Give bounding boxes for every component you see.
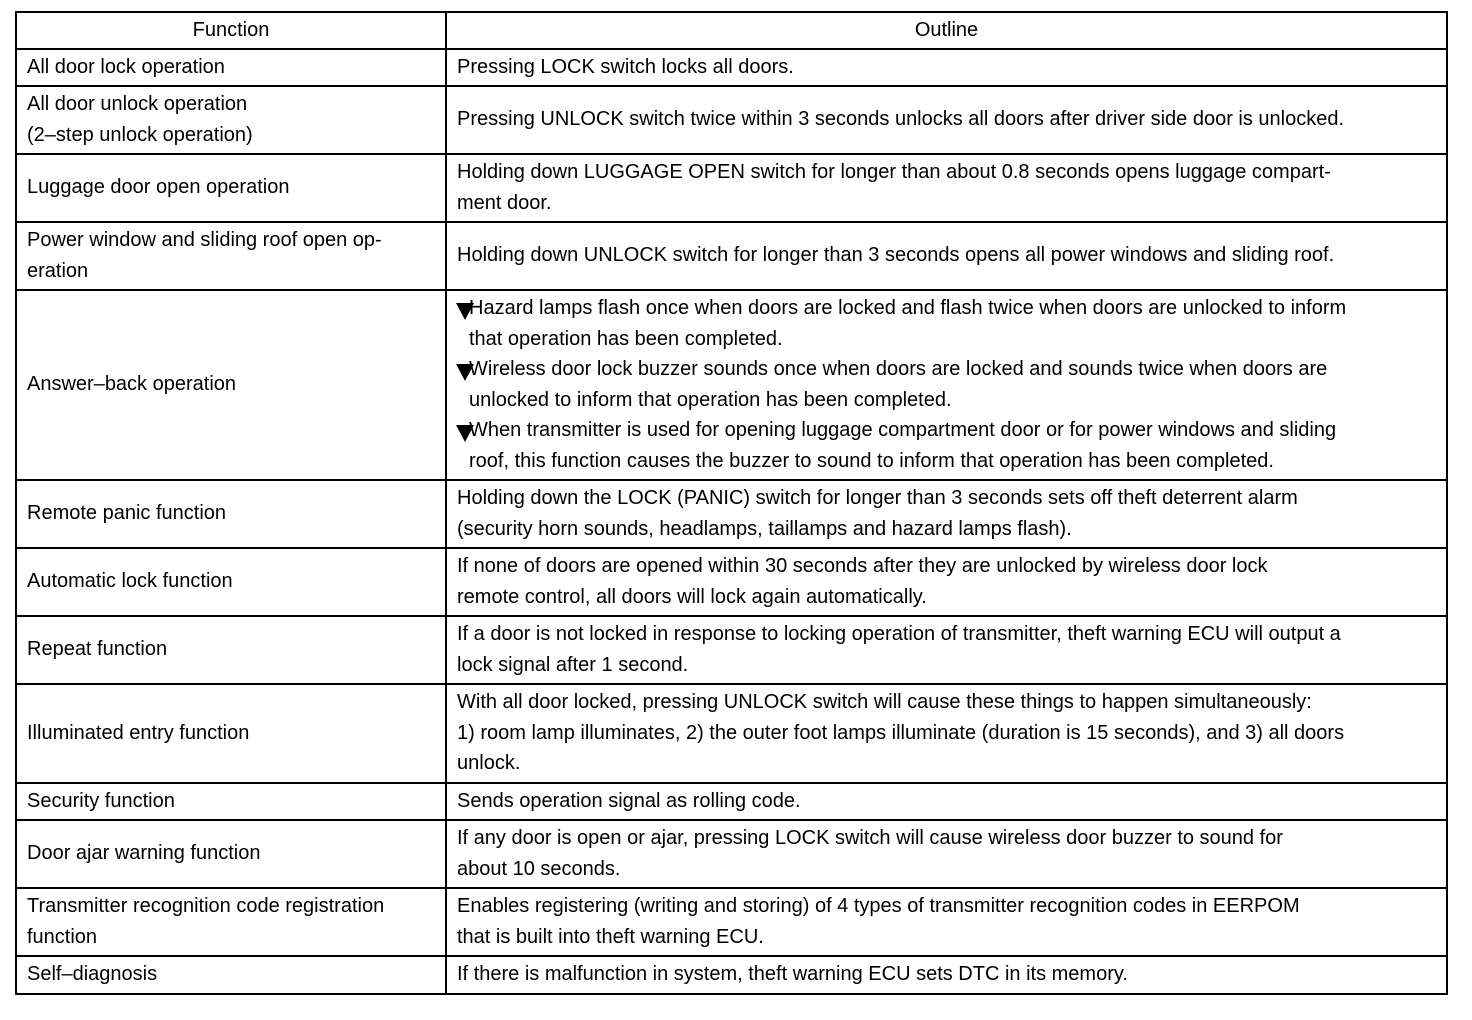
outline-cell — [446, 86, 1447, 154]
table-row — [16, 222, 1447, 290]
function-text: function — [27, 925, 98, 948]
function-text: Security function — [27, 789, 175, 812]
outline-text: (security horn sounds, headlamps, taillamps and hazard lamps flash). — [457, 517, 1072, 540]
outline-text: If none of doors are opened within 30 seconds after they are unlocked by wireless door lock — [457, 555, 1268, 577]
table-row — [16, 783, 1447, 821]
function-text: Repeat function — [27, 638, 168, 661]
function-outline-table — [15, 11, 1448, 995]
function-cell — [16, 480, 446, 548]
function-text: Luggage door open operation — [27, 176, 290, 199]
table-row — [16, 154, 1447, 222]
outline-cell — [446, 684, 1447, 783]
outline-text: Holding down LUGGAGE OPEN switch for longer than about 0.8 seconds opens luggage compart- — [457, 161, 1331, 183]
header-row — [16, 12, 1447, 49]
function-cell — [16, 86, 446, 154]
outline-cell — [446, 820, 1447, 888]
function-cell — [16, 956, 446, 994]
outline-text: that is built into theft warning ECU. — [457, 925, 764, 948]
outline-text: If any door is open or ajar, pressing LOCK switch will cause wireless door buzzer to sound for — [457, 827, 1283, 849]
outline-text: unlock. — [457, 752, 521, 774]
triangle-bullet-icon — [456, 364, 474, 381]
outline-text: unlocked to inform that operation has been completed. — [469, 388, 952, 411]
outline-text: Wireless door lock buzzer sounds once when doors are locked and sounds twice when doors are — [469, 358, 1328, 380]
table-row — [16, 616, 1447, 684]
outline-cell — [446, 548, 1447, 616]
function-text: eration — [27, 259, 89, 282]
table-row — [16, 548, 1447, 616]
function-cell — [16, 616, 446, 684]
outline-cell — [446, 290, 1447, 480]
outline-text: Sends operation signal as rolling code. — [457, 789, 801, 812]
header-function: Function — [16, 12, 446, 49]
function-text: Answer–back operation — [27, 373, 237, 396]
function-text: Power window and sliding roof open op- — [27, 229, 382, 251]
bullet-item — [457, 415, 1436, 476]
function-text: Illuminated entry function — [27, 721, 250, 744]
function-cell — [16, 820, 446, 888]
outline-text: Enables registering (writing and storing) of 4 types of transmitter recognition codes in EERPOM — [457, 895, 1300, 917]
outline-text: Pressing UNLOCK switch twice within 3 seconds unlocks all doors after driver side door is unlocked. — [457, 108, 1345, 131]
table-row — [16, 480, 1447, 548]
outline-text: 1) room lamp illuminates, 2) the outer foot lamps illuminate (duration is 15 seconds), and 3) all doors — [457, 721, 1345, 744]
outline-text: that operation has been completed. — [469, 327, 783, 350]
table-row — [16, 684, 1447, 783]
outline-text: about 10 seconds. — [457, 857, 621, 880]
outline-text: Hazard lamps flash once when doors are locked and flash twice when doors are unlocked to inform — [469, 297, 1347, 319]
outline-cell — [446, 480, 1447, 548]
bullet-item — [457, 293, 1436, 354]
table-row — [16, 49, 1447, 87]
outline-text: If a door is not locked in response to locking operation of transmitter, theft warning ECU will output a — [457, 623, 1341, 645]
function-text: Door ajar warning function — [27, 842, 261, 865]
function-cell — [16, 49, 446, 87]
table-row — [16, 888, 1447, 956]
triangle-bullet-icon — [456, 303, 474, 320]
bullet-item — [457, 354, 1436, 415]
function-cell — [16, 222, 446, 290]
outline-cell — [446, 956, 1447, 994]
outline-text: Holding down the LOCK (PANIC) switch for longer than 3 seconds sets off theft deterrent alarm — [457, 487, 1298, 509]
triangle-bullet-icon — [456, 425, 474, 442]
outline-cell — [446, 49, 1447, 87]
function-cell — [16, 783, 446, 821]
outline-text: lock signal after 1 second. — [457, 653, 689, 676]
function-text: Remote panic function — [27, 502, 227, 525]
outline-cell — [446, 616, 1447, 684]
function-text: All door unlock operation — [27, 93, 248, 115]
function-cell — [16, 888, 446, 956]
function-cell — [16, 290, 446, 480]
table-row — [16, 86, 1447, 154]
outline-text: ment door. — [457, 191, 552, 214]
function-text: Transmitter recognition code registration — [27, 895, 385, 917]
function-text: All door lock operation — [27, 55, 225, 78]
function-cell — [16, 684, 446, 783]
header-outline: Outline — [446, 12, 1447, 49]
outline-cell — [446, 222, 1447, 290]
table-row — [16, 290, 1447, 480]
function-text: (2–step unlock operation) — [27, 123, 253, 146]
table-row — [16, 820, 1447, 888]
outline-text: Pressing LOCK switch locks all doors. — [457, 55, 794, 78]
outline-text: When transmitter is used for opening luggage compartment door or for power windows and sliding — [469, 419, 1337, 441]
function-cell — [16, 154, 446, 222]
outline-cell — [446, 154, 1447, 222]
function-cell — [16, 548, 446, 616]
outline-text: With all door locked, pressing UNLOCK switch will cause these things to happen simultaneously: — [457, 691, 1312, 713]
outline-cell — [446, 783, 1447, 821]
outline-text: roof, this function causes the buzzer to sound to inform that operation has been completed. — [469, 449, 1274, 472]
function-text: Self–diagnosis — [27, 963, 158, 985]
outline-cell — [446, 888, 1447, 956]
outline-text: Holding down UNLOCK switch for longer than 3 seconds opens all power windows and sliding roof. — [457, 244, 1335, 267]
outline-text: If there is malfunction in system, theft warning ECU sets DTC in its memory. — [457, 963, 1128, 985]
outline-text: remote control, all doors will lock again automatically. — [457, 585, 927, 608]
function-text: Automatic lock function — [27, 570, 233, 593]
table-row — [16, 956, 1447, 994]
